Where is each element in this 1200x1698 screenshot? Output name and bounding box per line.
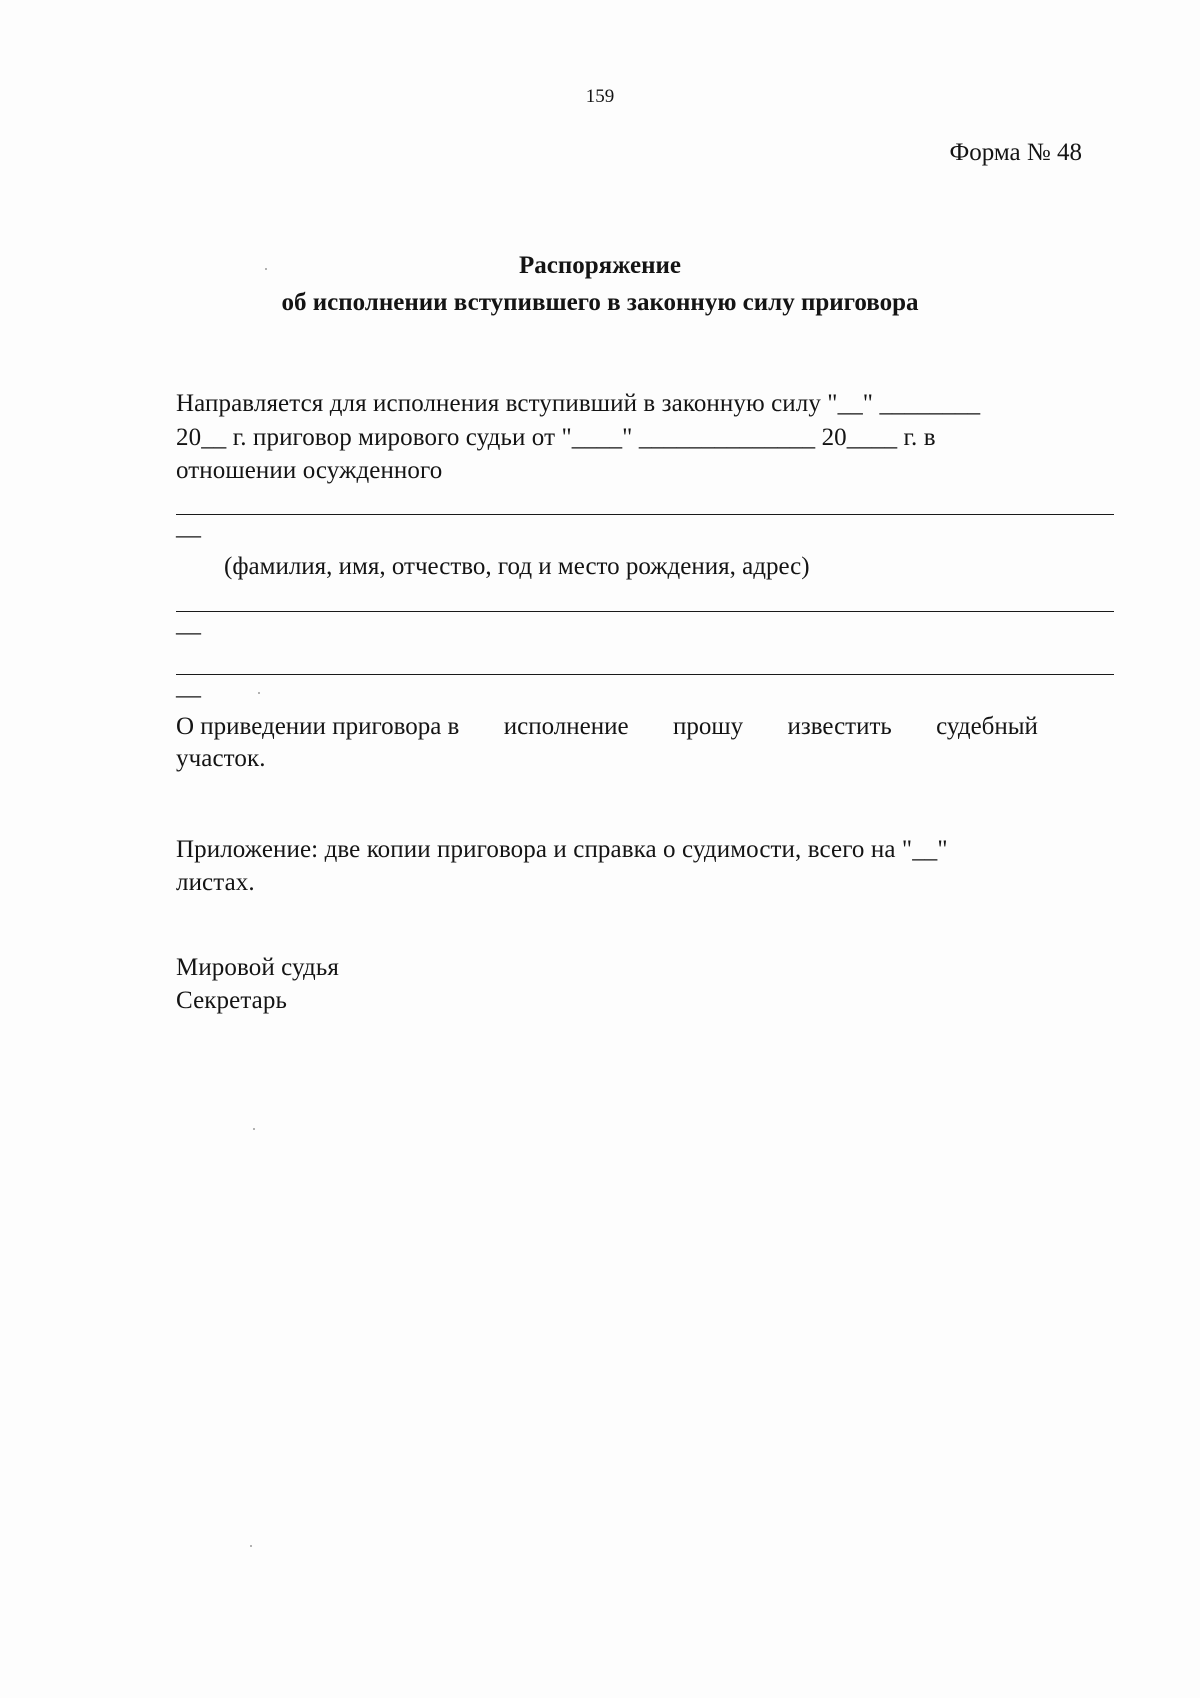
blank-line-dash-1: —	[176, 522, 201, 549]
notification-word: исполнение	[503, 713, 629, 740]
notification-word: известить	[787, 713, 892, 740]
scan-speck	[250, 1545, 252, 1547]
blank-line-3	[176, 674, 1114, 675]
blank-line-dash-2: —	[176, 619, 201, 646]
paragraph-line-3: отношении осужденного	[176, 457, 443, 484]
fio-caption: (фамилия, имя, отчество, год и место рождения, адрес)	[224, 553, 810, 580]
scan-speck	[258, 692, 260, 694]
notification-word: О приведении приговора в	[176, 713, 460, 740]
paragraph-line-2: 20__ г. приговор мирового судьи от "____" ______________ 20____ г. в	[176, 424, 936, 451]
notification-line-1	[176, 713, 1038, 741]
signature-judge: Мировой судья	[176, 954, 339, 981]
blank-line-dash-3: —	[176, 682, 201, 709]
signature-secretary: Секретарь	[176, 987, 287, 1014]
page-number: 159	[585, 86, 615, 107]
document-subtitle: об исполнении вступившего в законную силу приговора	[281, 289, 919, 316]
notification-word: прошу	[672, 713, 744, 740]
scan-speck	[265, 268, 267, 270]
blank-line-2	[176, 611, 1114, 612]
attachment-line-2: листах.	[176, 869, 255, 896]
scan-speck	[253, 1128, 255, 1130]
attachment-line-1: Приложение: две копии приговора и справка о судимости, всего на "__"	[176, 836, 948, 863]
form-number: Форма № 48	[949, 139, 1082, 166]
notification-line-2: участок.	[176, 745, 266, 772]
document-title: Распоряжение	[519, 252, 681, 279]
notification-word: судебный	[936, 713, 1038, 740]
blank-line-1	[176, 514, 1114, 515]
paragraph-line-1: Направляется для исполнения вступивший в законную силу "__" ________	[176, 390, 981, 417]
